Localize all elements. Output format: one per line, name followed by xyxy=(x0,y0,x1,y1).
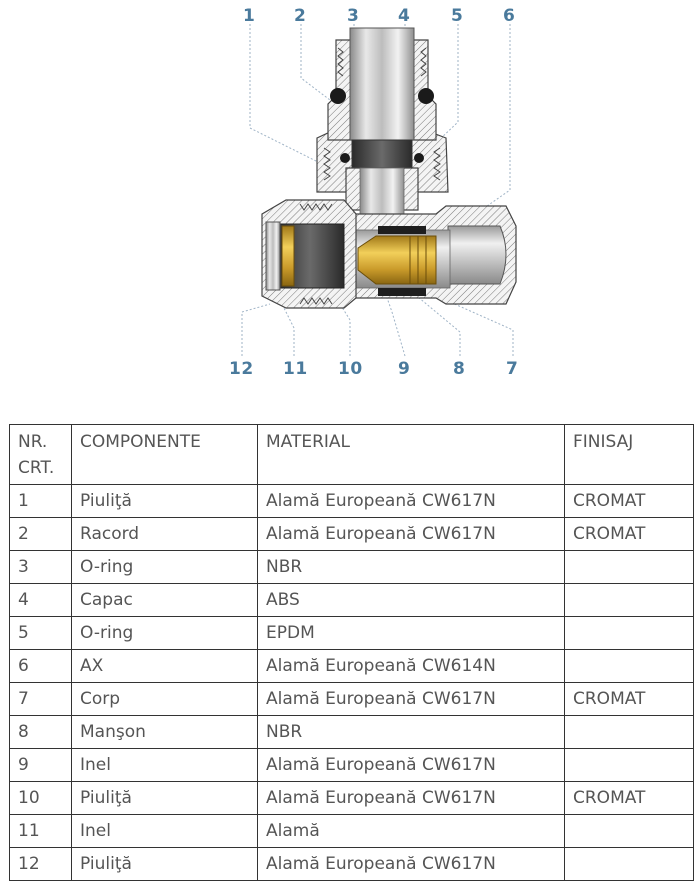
cell-material: NBR xyxy=(258,551,565,584)
cell-material: Alamă Europeană CW614N xyxy=(258,650,565,683)
header-nr xyxy=(10,425,72,485)
cell-finish xyxy=(565,584,694,617)
header-finish: FINISAJ xyxy=(565,425,694,485)
cell-material: Alamă Europeană CW617N xyxy=(258,782,565,815)
o-ring-small-left xyxy=(340,153,350,163)
cell-component: Racord xyxy=(72,518,258,551)
callout-7: 7 xyxy=(506,359,519,379)
left-face xyxy=(266,222,280,290)
table-row xyxy=(10,518,694,551)
callout-9: 9 xyxy=(398,359,411,379)
cell-component: AX xyxy=(72,650,258,683)
callout-2: 2 xyxy=(294,6,307,26)
cell-nr: 5 xyxy=(10,617,72,650)
cell-component: O-ring xyxy=(72,551,258,584)
table-row xyxy=(10,749,694,782)
callout-11: 11 xyxy=(283,359,308,379)
cell-nr: 8 xyxy=(10,716,72,749)
right-end-cap xyxy=(448,226,506,284)
callout-10: 10 xyxy=(338,359,363,379)
cell-nr: 7 xyxy=(10,683,72,716)
cell-material: ABS xyxy=(258,584,565,617)
table-row xyxy=(10,848,694,881)
cell-finish xyxy=(565,551,694,584)
cell-finish xyxy=(565,848,694,881)
cell-finish: CROMAT xyxy=(565,485,694,518)
table-row xyxy=(10,782,694,815)
callouts-bottom xyxy=(229,359,518,379)
valve-cross-section-diagram xyxy=(0,0,698,400)
cell-finish: CROMAT xyxy=(565,683,694,716)
table-row xyxy=(10,617,694,650)
o-ring-small-right xyxy=(414,153,424,163)
cell-finish xyxy=(565,716,694,749)
cell-finish: CROMAT xyxy=(565,782,694,815)
seal-top xyxy=(378,226,426,234)
cell-nr: 3 xyxy=(10,551,72,584)
callout-1: 1 xyxy=(243,6,256,26)
seal-bottom xyxy=(378,288,426,296)
callouts-top xyxy=(243,6,515,26)
cell-component: Piuliţă xyxy=(72,848,258,881)
axle xyxy=(350,28,414,140)
callout-12: 12 xyxy=(229,359,254,379)
header-nr-line2: CRT. xyxy=(18,458,55,478)
table-row xyxy=(10,584,694,617)
cell-component: Capac xyxy=(72,584,258,617)
table-header-row xyxy=(10,425,694,485)
cell-component: O-ring xyxy=(72,617,258,650)
cell-nr: 2 xyxy=(10,518,72,551)
header-material: MATERIAL xyxy=(258,425,565,485)
cell-nr: 11 xyxy=(10,815,72,848)
o-ring-right xyxy=(418,88,434,104)
parts-table xyxy=(9,424,694,881)
cell-component: Piuliţă xyxy=(72,485,258,518)
cell-nr: 10 xyxy=(10,782,72,815)
table-row xyxy=(10,551,694,584)
cell-material: EPDM xyxy=(258,617,565,650)
cell-finish xyxy=(565,749,694,782)
callout-5: 5 xyxy=(451,6,464,26)
cell-component: Corp xyxy=(72,683,258,716)
cell-nr: 12 xyxy=(10,848,72,881)
cell-material: Alamă Europeană CW617N xyxy=(258,848,565,881)
cell-material: Alamă Europeană CW617N xyxy=(258,518,565,551)
cell-nr: 6 xyxy=(10,650,72,683)
cell-component: Piuliţă xyxy=(72,782,258,815)
callout-6: 6 xyxy=(503,6,516,26)
brass-ring xyxy=(282,226,294,286)
table-row xyxy=(10,683,694,716)
inner-hex xyxy=(352,140,412,168)
cell-nr: 1 xyxy=(10,485,72,518)
header-nr-line1: NR. xyxy=(18,432,48,452)
cell-material: Alamă Europeană CW617N xyxy=(258,683,565,716)
cell-nr: 4 xyxy=(10,584,72,617)
cell-finish xyxy=(565,650,694,683)
callout-4: 4 xyxy=(398,6,411,26)
callout-8: 8 xyxy=(453,359,466,379)
cell-component: Manşon xyxy=(72,716,258,749)
cell-finish xyxy=(565,617,694,650)
table-row xyxy=(10,815,694,848)
cell-material: Alamă xyxy=(258,815,565,848)
o-ring-left xyxy=(330,88,346,104)
cell-nr: 9 xyxy=(10,749,72,782)
cell-material: Alamă Europeană CW617N xyxy=(258,485,565,518)
cell-material: Alamă Europeană CW617N xyxy=(258,749,565,782)
cell-component: Inel xyxy=(72,815,258,848)
cell-finish: CROMAT xyxy=(565,518,694,551)
cell-component: Inel xyxy=(72,749,258,782)
cell-material: NBR xyxy=(258,716,565,749)
cell-finish xyxy=(565,815,694,848)
table-row xyxy=(10,716,694,749)
table-row xyxy=(10,485,694,518)
callout-3: 3 xyxy=(347,6,360,26)
table-row xyxy=(10,650,694,683)
header-component: COMPONENTE xyxy=(72,425,258,485)
brass-insert xyxy=(358,236,436,284)
